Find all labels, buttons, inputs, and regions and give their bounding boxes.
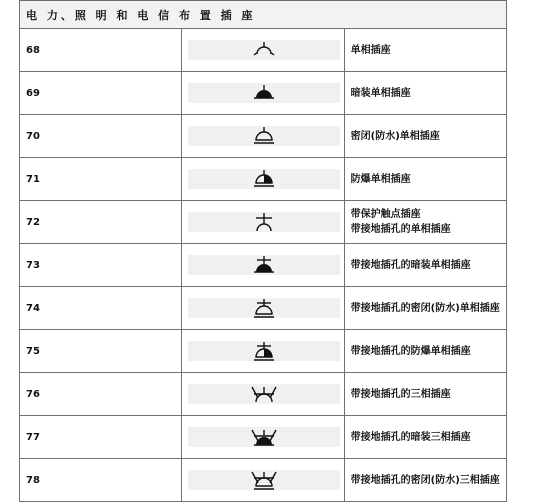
symbol-box [188, 83, 340, 103]
item-number: 76 [20, 373, 182, 416]
item-number: 75 [20, 330, 182, 373]
table-header-row [20, 1, 507, 29]
socket-symbol-table [19, 0, 507, 502]
symbol-cell [182, 459, 344, 502]
description-cell [344, 287, 506, 330]
table-row [20, 244, 507, 287]
table-row [20, 416, 507, 459]
table-row [20, 29, 507, 72]
item-number: 73 [20, 244, 182, 287]
table-row [20, 330, 507, 373]
table-row [20, 201, 507, 244]
description-text: 带接地插孔的防爆单相插座 [350, 345, 471, 357]
item-number: 74 [20, 287, 182, 330]
grounded-sealed-three-phase-socket-icon [244, 469, 284, 491]
symbol-cell [182, 72, 344, 115]
description-cell [344, 115, 506, 158]
symbol-box [188, 255, 340, 275]
table-row [20, 115, 507, 158]
symbol-cell [182, 158, 344, 201]
grounded-concealed-three-phase-socket-icon [244, 426, 284, 448]
symbol-cell [182, 373, 344, 416]
symbol-box [188, 126, 340, 146]
item-number: 77 [20, 416, 182, 459]
description-cell [344, 158, 506, 201]
table-row [20, 158, 507, 201]
description-text: 带接地插孔的密闭(防水)三相插座 [350, 474, 500, 486]
item-number: 69 [20, 72, 182, 115]
description-text: 带保护触点插座 [350, 209, 421, 220]
item-number: 68 [20, 29, 182, 72]
table-row [20, 459, 507, 502]
symbol-box [188, 470, 340, 490]
description-cell [344, 72, 506, 115]
description-text: 暗装单相插座 [350, 87, 411, 99]
description-cell [344, 373, 506, 416]
symbol-box [188, 427, 340, 447]
description-text: 带接地插孔的暗装三相插座 [350, 431, 471, 443]
item-number: 70 [20, 115, 182, 158]
symbol-cell [182, 287, 344, 330]
symbol-box [188, 212, 340, 232]
item-number: 78 [20, 459, 182, 502]
symbol-box [188, 384, 340, 404]
description-text: 带接地插孔的密闭(防水)单相插座 [350, 302, 500, 314]
symbol-cell [182, 330, 344, 373]
symbol-box [188, 341, 340, 361]
description-text: 防爆单相插座 [350, 173, 411, 185]
table-row [20, 287, 507, 330]
symbol-cell [182, 244, 344, 287]
description-cell [344, 459, 506, 502]
sealed-waterproof-single-phase-socket-icon [244, 126, 284, 146]
grounded-sealed-single-phase-socket-icon [244, 298, 284, 318]
item-number: 71 [20, 158, 182, 201]
table-row [20, 72, 507, 115]
description-text: 密闭(防水)单相插座 [350, 130, 440, 142]
description-text: 带接地插孔的单相插座 [350, 224, 451, 235]
single-phase-socket-icon [244, 40, 284, 60]
description-text: 带接地插孔的三相插座 [350, 388, 451, 400]
description-cell [344, 330, 506, 373]
table-row [20, 373, 507, 416]
description-text: 单相插座 [350, 44, 391, 56]
protected-contact-socket-icon [244, 212, 284, 232]
grounded-explosion-proof-single-phase-socket-icon [244, 341, 284, 361]
symbol-cell [182, 115, 344, 158]
symbol-box [188, 169, 340, 189]
symbol-cell [182, 201, 344, 244]
grounded-three-phase-socket-icon [244, 383, 284, 405]
description-cell [344, 416, 506, 459]
description-text: 带接地插孔的暗装单相插座 [350, 259, 471, 271]
socket-symbol-table-sheet [19, 0, 507, 498]
symbol-box [188, 40, 340, 60]
symbol-cell [182, 29, 344, 72]
description-cell [344, 244, 506, 287]
grounded-concealed-single-phase-socket-icon [244, 255, 284, 275]
concealed-single-phase-socket-icon [244, 83, 284, 103]
description-cell [344, 201, 506, 244]
explosion-proof-single-phase-socket-icon [244, 169, 284, 189]
description-cell [344, 29, 506, 72]
symbol-box [188, 298, 340, 318]
table-title: 电 力、照 明 和 电 信 布 置 插 座 [20, 1, 507, 29]
item-number: 72 [20, 201, 182, 244]
symbol-cell [182, 416, 344, 459]
